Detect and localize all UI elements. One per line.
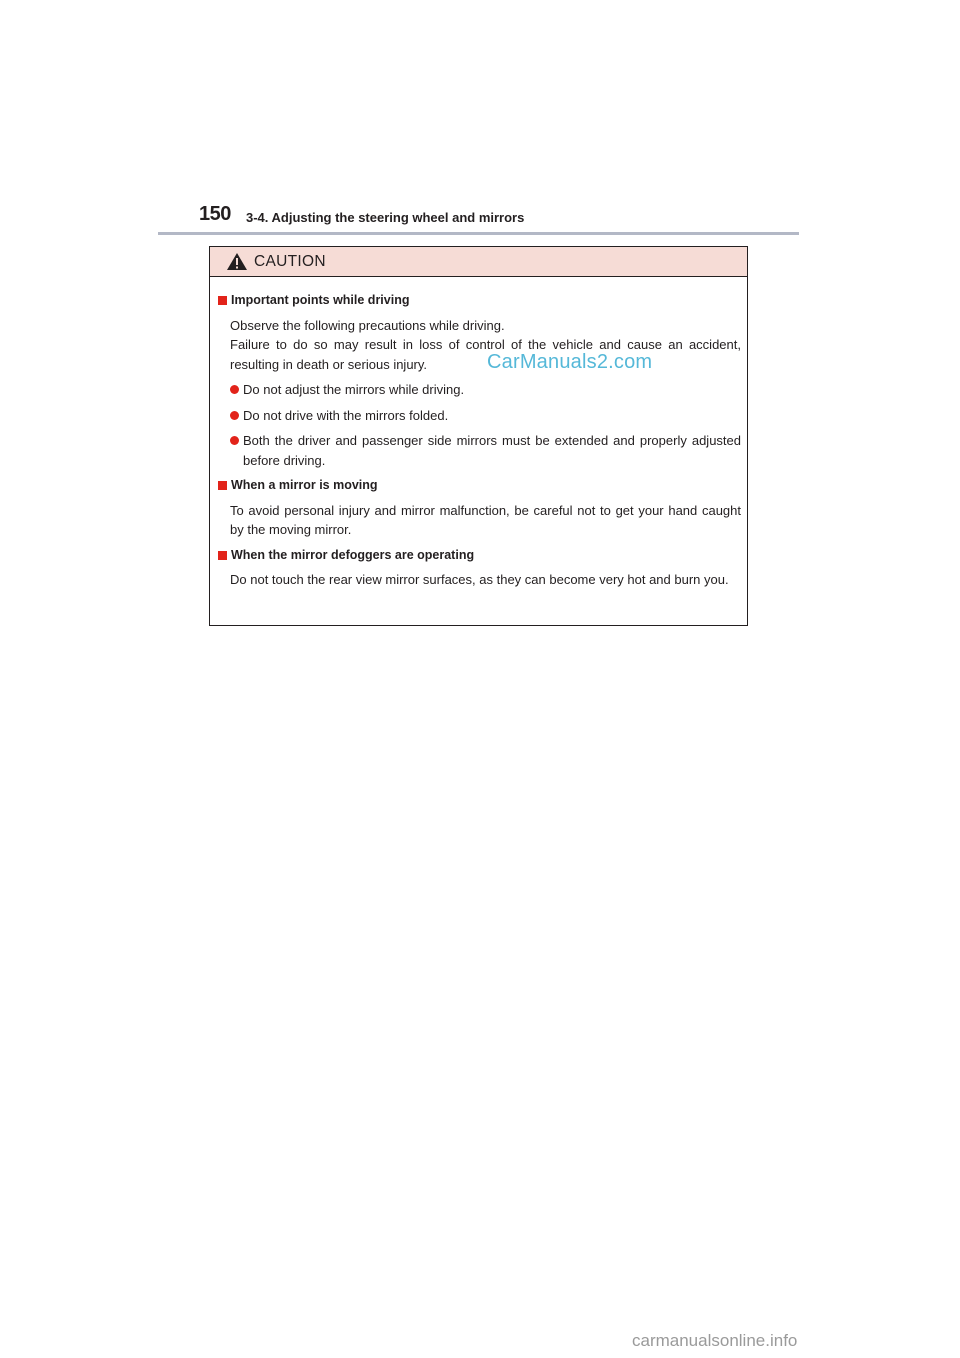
square-bullet-icon <box>218 551 227 560</box>
caution-box <box>209 246 748 626</box>
section-heading-text: Important points while driving <box>231 293 410 307</box>
paragraph-line: To avoid personal injury and mirror malfunction, be careful not to get your hand caught by the moving mirror. <box>230 502 741 537</box>
paragraph-line: Do not touch the rear view mirror surfaces, as they can become very hot and burn you. <box>230 572 729 587</box>
square-bullet-icon <box>218 296 227 305</box>
paragraph-line: Failure to do so may result in loss of control of the vehicle and cause an accident, resulting in death or serious injury. <box>230 337 741 372</box>
section-heading <box>218 476 741 496</box>
watermark-logo: CarManuals2.com <box>487 351 653 373</box>
list-item <box>230 380 741 400</box>
warning-triangle-icon <box>226 252 248 271</box>
section-heading <box>218 291 741 311</box>
header-rule <box>158 232 799 235</box>
list-item-text: Do not adjust the mirrors while driving. <box>243 382 465 397</box>
section-paragraph <box>230 316 741 375</box>
caution-section-defoggers <box>218 546 741 590</box>
caution-section-mirror-moving <box>218 476 741 540</box>
list-item <box>230 431 741 470</box>
section-heading <box>218 546 741 566</box>
round-bullet-icon <box>230 411 239 420</box>
section-title: 3-4. Adjusting the steering wheel and mirrors <box>246 210 525 225</box>
footer-watermark: carmanualsonline.info <box>632 1331 798 1350</box>
caution-body <box>210 277 747 590</box>
section-paragraph <box>230 501 741 540</box>
list-item <box>230 406 741 426</box>
round-bullet-icon <box>230 436 239 445</box>
caution-label: CAUTION <box>254 252 326 270</box>
page-number: 150 <box>199 203 231 225</box>
caution-header <box>210 247 747 277</box>
list-item-text: Do not drive with the mirrors folded. <box>243 407 449 423</box>
section-paragraph <box>230 570 741 590</box>
section-heading-text: When a mirror is moving <box>231 478 378 492</box>
caution-section-driving <box>218 291 741 470</box>
round-bullet-icon <box>230 385 239 394</box>
paragraph-line: Observe the following precautions while driving. <box>230 317 505 333</box>
square-bullet-icon <box>218 481 227 490</box>
list-item-text: Both the driver and passenger side mirrors must be extended and properly adjusted before driving. <box>243 433 741 468</box>
section-heading-text: When the mirror defoggers are operating <box>231 547 475 562</box>
